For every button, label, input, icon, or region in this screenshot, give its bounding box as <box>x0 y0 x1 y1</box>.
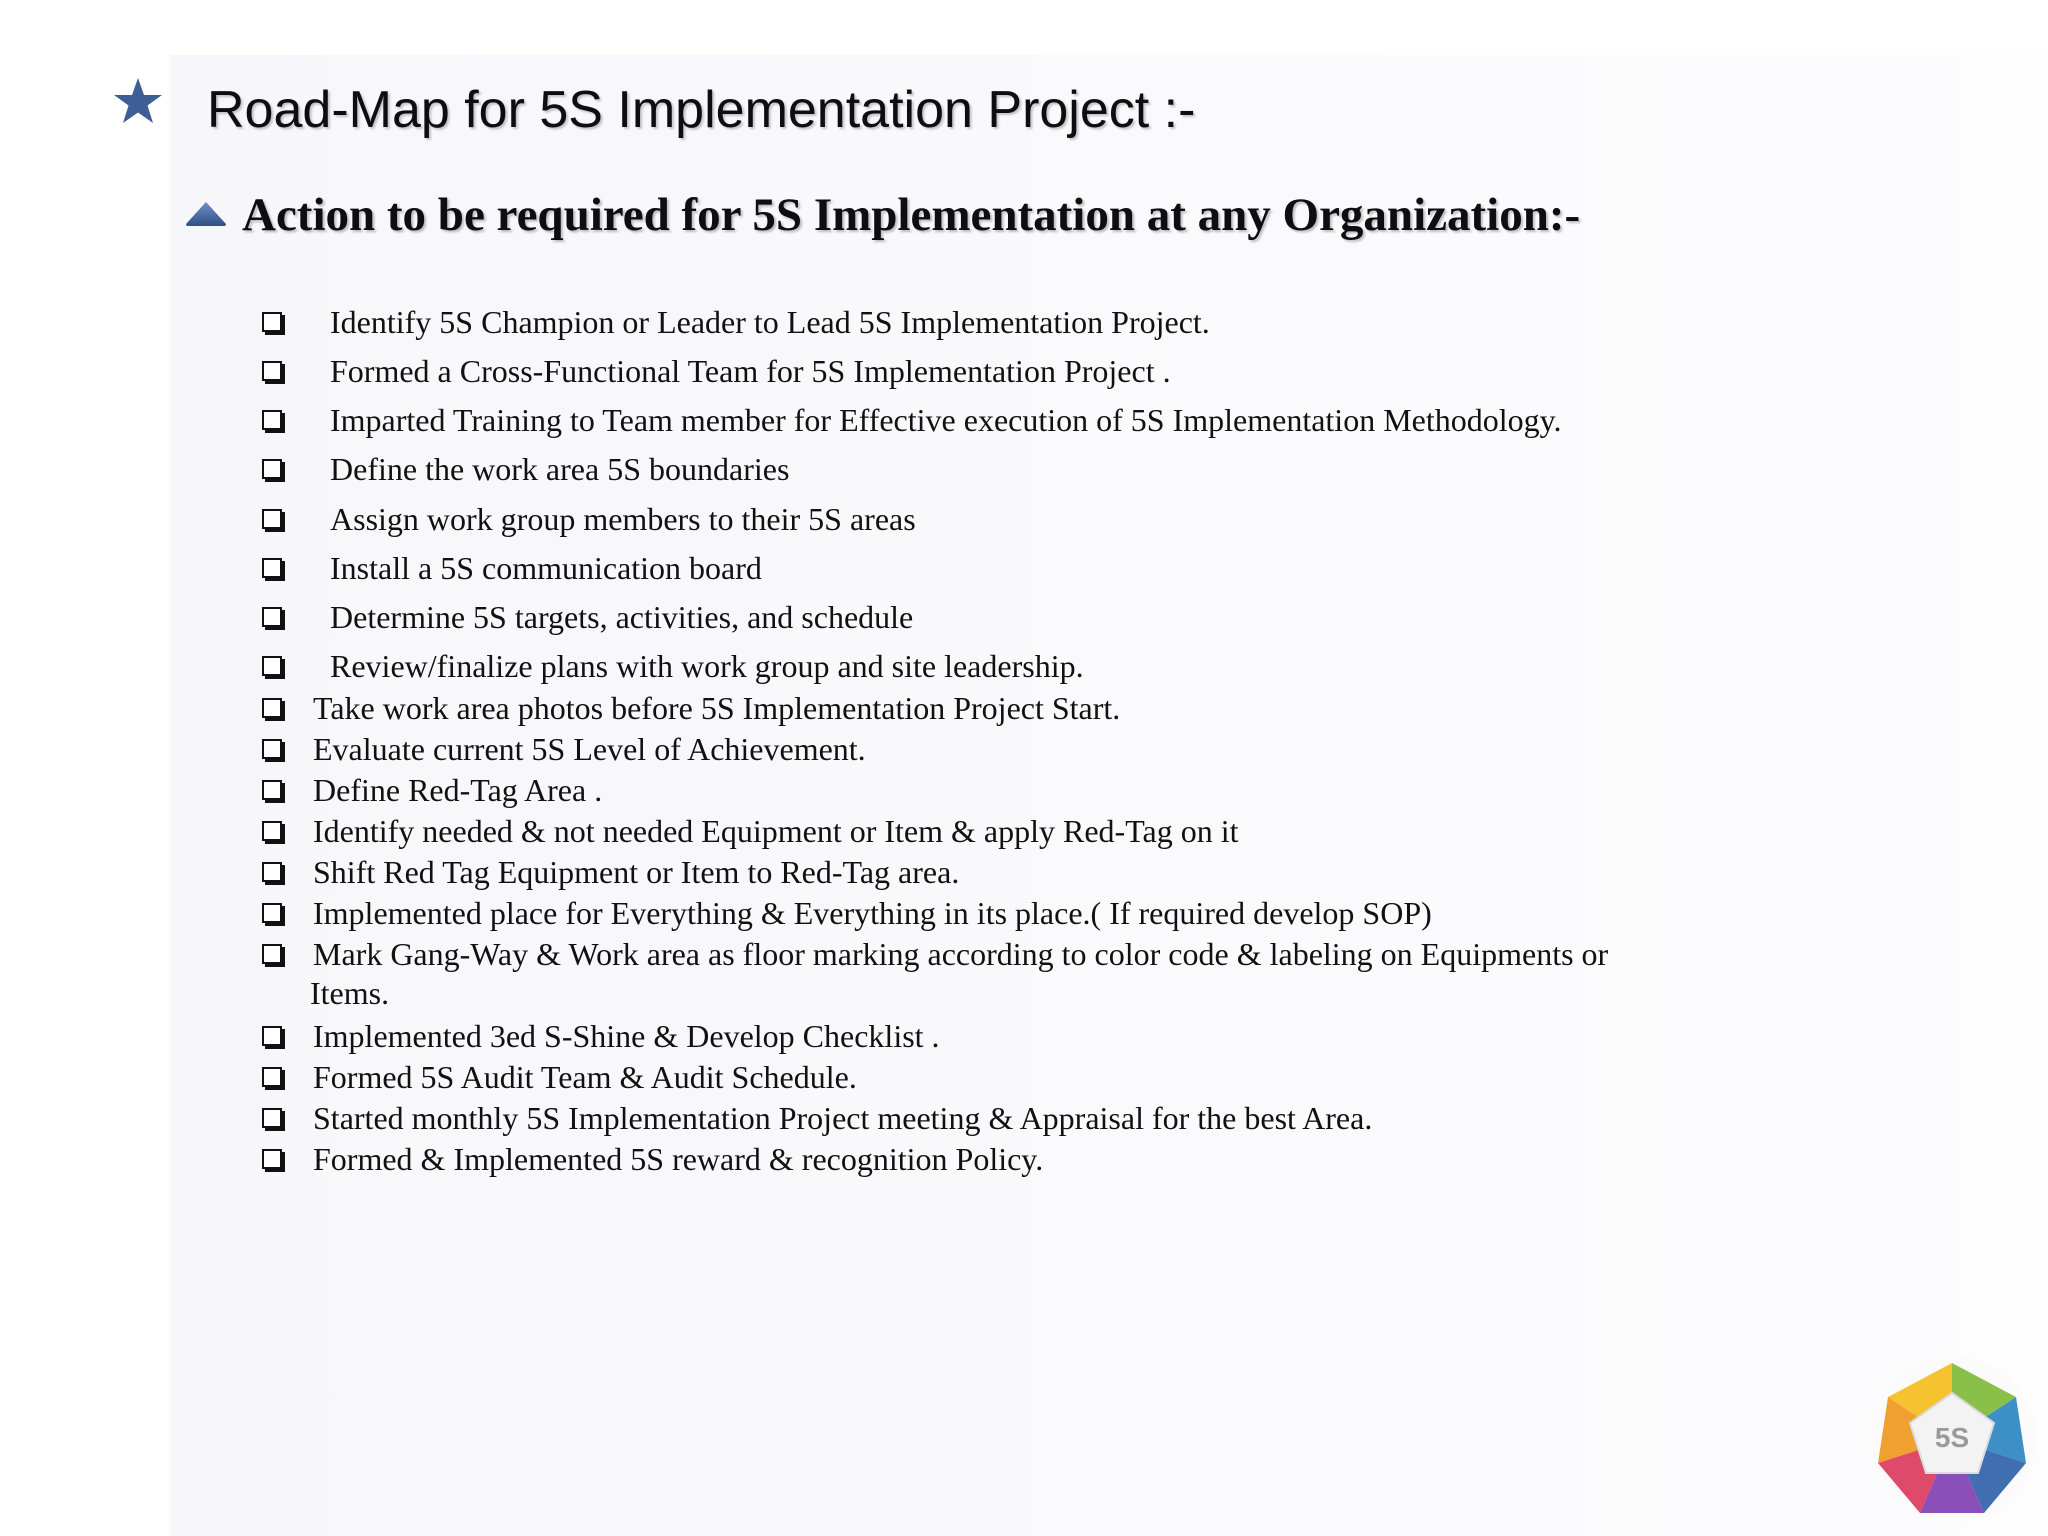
list-item <box>262 770 602 811</box>
checkbox-icon <box>262 558 282 578</box>
checkbox-icon <box>262 739 282 759</box>
list-item <box>262 852 959 893</box>
triangle-bullet-icon <box>184 200 228 228</box>
checkbox-icon <box>262 698 282 718</box>
checkbox-icon <box>262 903 282 923</box>
list-item <box>262 646 1084 687</box>
list-item <box>262 1139 1043 1180</box>
list-item <box>262 811 1239 852</box>
checkbox-icon <box>262 1067 282 1087</box>
list-item <box>262 1057 857 1098</box>
list-item-text: Mark Gang-Way & Work area as floor marking according to color code & labeling on Equipments or <box>313 936 1609 972</box>
checkbox-icon <box>262 1026 282 1046</box>
checkbox-icon <box>262 780 282 800</box>
checkbox-icon <box>262 459 282 479</box>
list-item-text: Install a 5S communication board <box>330 550 762 586</box>
list-item <box>262 597 913 638</box>
checkbox-icon <box>262 607 282 627</box>
list-item-text: Review/finalize plans with work group and site leadership. <box>330 648 1084 684</box>
star-icon <box>110 74 166 130</box>
list-item-text: Imparted Training to Team member for Effective execution of 5S Implementation Methodology. <box>330 402 1562 438</box>
checkbox-icon <box>262 312 282 332</box>
checkbox-icon <box>262 944 282 964</box>
checkbox-icon <box>262 1149 282 1169</box>
list-item-text: Shift Red Tag Equipment or Item to Red-Tag area. <box>313 854 960 890</box>
list-item <box>262 548 762 589</box>
checkbox-icon <box>262 1108 282 1128</box>
page-title: Road-Map for 5S Implementation Project :- <box>207 81 1196 139</box>
list-item-text: Identify needed & not needed Equipment or Item & apply Red-Tag on it <box>313 813 1239 849</box>
checkbox-icon <box>262 656 282 676</box>
list-item-text: Determine 5S targets, activities, and schedule <box>330 599 914 635</box>
list-item-text: Formed a Cross-Functional Team for 5S Implementation Project . <box>330 353 1171 389</box>
list-item <box>262 729 866 770</box>
list-item-text: Started monthly 5S Implementation Project meeting & Appraisal for the best Area. <box>313 1100 1373 1136</box>
checkbox-icon <box>262 361 282 381</box>
list-item-text: Assign work group members to their 5S areas <box>330 501 916 537</box>
list-item-text: Take work area photos before 5S Implementation Project Start. <box>313 690 1121 726</box>
list-item-text: Formed & Implemented 5S reward & recognition Policy. <box>313 1141 1044 1177</box>
list-item-text: Formed 5S Audit Team & Audit Schedule. <box>313 1059 857 1095</box>
list-item-text: Implemented 3ed S-Shine & Develop Checklist . <box>313 1018 940 1054</box>
list-item-text: Define Red-Tag Area . <box>313 772 603 808</box>
section-heading: Action to be required for 5S Implementation at any Organization:- <box>242 189 1581 241</box>
list-item <box>262 302 1210 343</box>
list-item-text: Define the work area 5S boundaries <box>330 451 790 487</box>
list-item <box>262 893 1432 934</box>
list-item <box>262 449 789 490</box>
list-item-text: Identify 5S Champion or Leader to Lead 5S Implementation Project. <box>330 304 1210 340</box>
list-item <box>262 934 1608 975</box>
checkbox-icon <box>262 410 282 430</box>
list-item <box>262 400 1562 441</box>
list-item <box>262 351 1171 392</box>
checkbox-icon <box>262 862 282 882</box>
list-item-text: Implemented place for Everything & Everything in its place.( If required develop SOP) <box>313 895 1432 931</box>
5s-logo <box>1866 1353 2038 1525</box>
list-item <box>262 1098 1372 1139</box>
list-item-text: Evaluate current 5S Level of Achievement. <box>313 731 866 767</box>
list-item-continuation: Items. <box>310 975 390 1011</box>
list-item <box>262 1016 940 1057</box>
checkbox-icon <box>262 509 282 529</box>
list-item <box>262 499 916 540</box>
logo-label: 5S <box>1934 1422 1970 1453</box>
checkbox-icon <box>262 821 282 841</box>
list-item <box>262 688 1120 729</box>
